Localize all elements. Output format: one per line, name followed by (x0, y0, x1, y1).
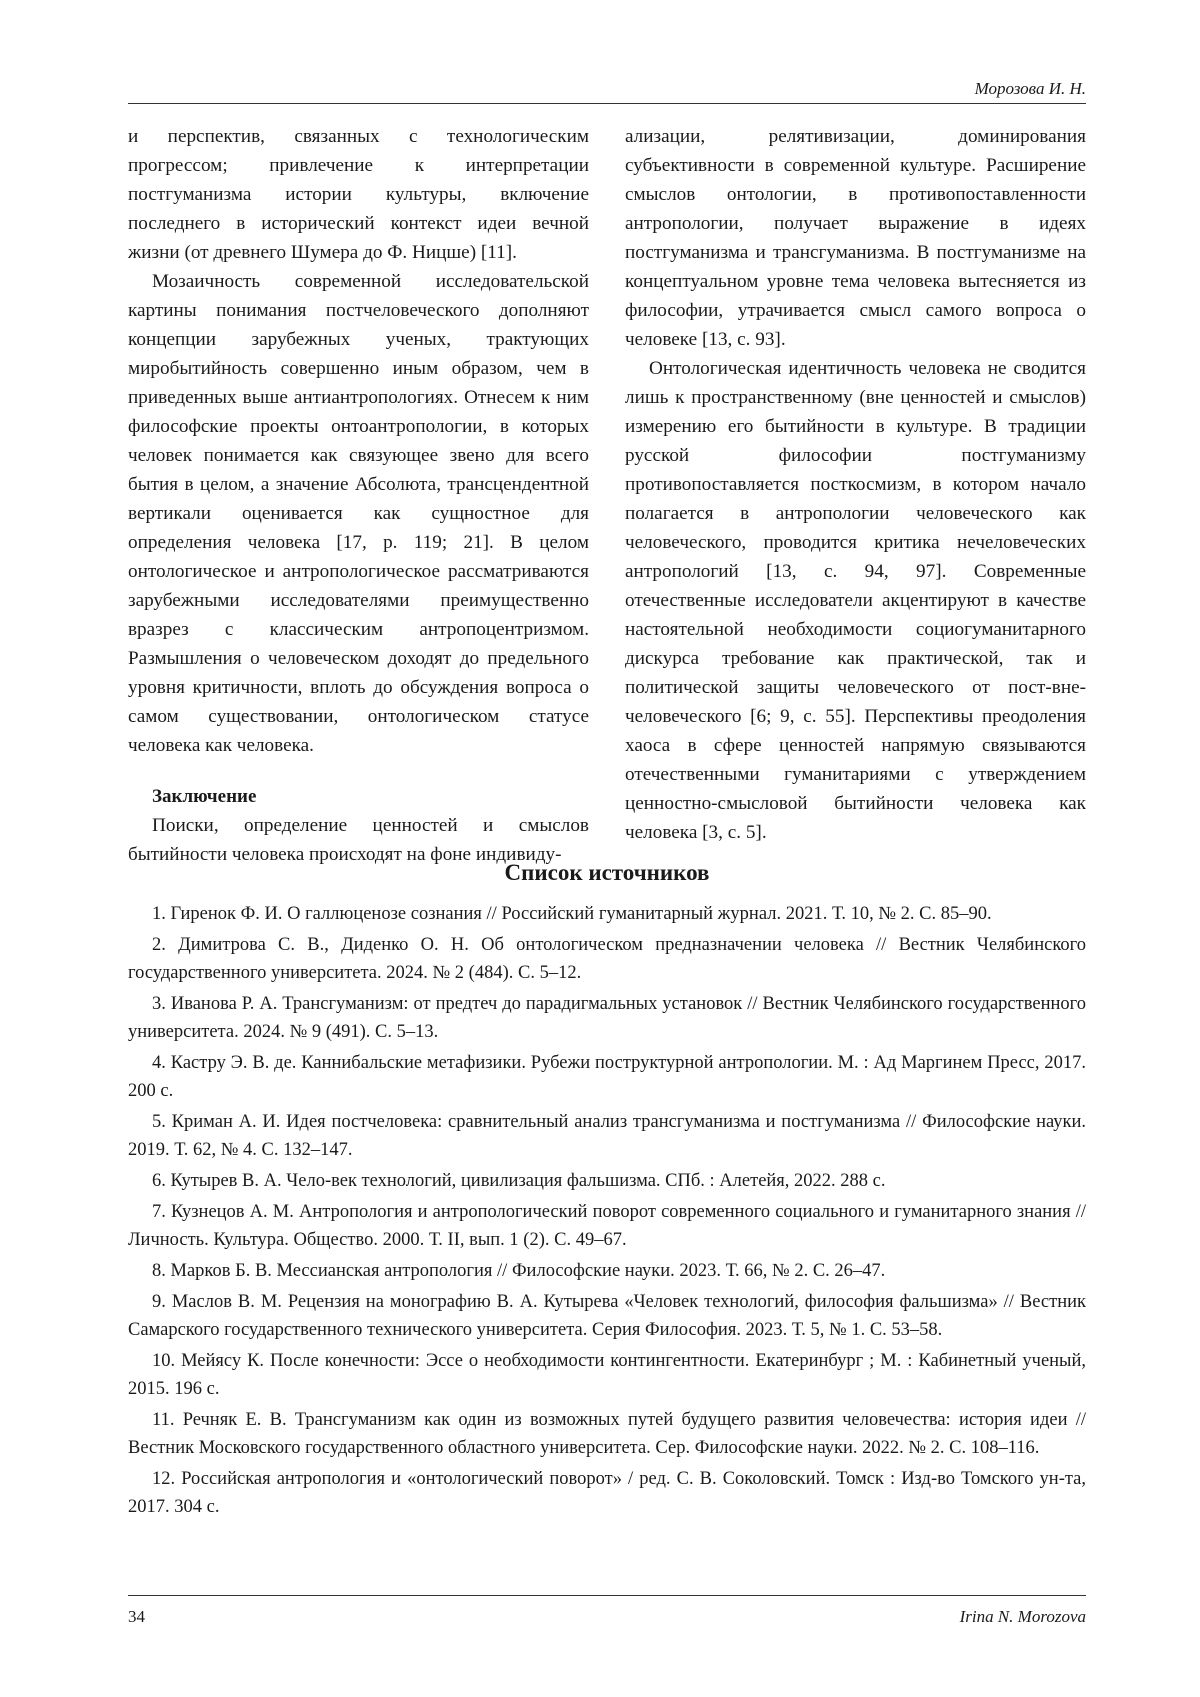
reference-item (128, 1167, 1086, 1195)
reference-number: 3. (152, 994, 166, 1014)
footer-author: Irina N. Morozova (959, 1607, 1086, 1626)
reference-number: 11. (152, 1410, 175, 1430)
running-head: Морозова И. Н. (974, 79, 1086, 98)
body-columns (128, 122, 1086, 865)
reference-text: Мейясу К. После конечности: Эссе о необходимости контингентности. Екатеринбург ; М. : Кабинетный ученый, 2015. 196 с. (128, 1351, 1087, 1399)
reference-text: Гиренок Ф. И. О галлюценозе сознания // Российский гуманитарный журнал. 2021. Т. 10, № 2. С. 85–90. (170, 904, 992, 924)
reference-number: 10. (152, 1351, 176, 1371)
reference-number: 4. (152, 1053, 166, 1073)
reference-text: Марков Б. В. Мессианская антропология // Философские науки. 2023. Т. 66, № 2. С. 26–47. (170, 1261, 886, 1281)
reference-number: 9. (152, 1292, 166, 1312)
reference-item (128, 1108, 1086, 1164)
reference-item (128, 1406, 1086, 1462)
references-list (128, 900, 1086, 1524)
footer-rule (128, 1595, 1086, 1596)
reference-text: Кастру Э. В. де. Каннибальские метафизики. Рубежи поструктурной антропологии. М. : Ад Маргинем Пресс, 2017. 200 с. (128, 1053, 1087, 1101)
reference-text: Димитрова С. В., Диденко О. Н. Об онтологическом предназначении человека // Вестник Челябинского государственного университета. 2024. № 2 (484). С. 5–12. (128, 935, 1087, 983)
header-rule (128, 103, 1086, 104)
reference-text: Иванова Р. А. Трансгуманизм: от предтеч до парадигмальных установок // Вестник Челябинского государственного университета. 2024. № 9 (491). С. 5–13. (128, 994, 1086, 1042)
reference-number: 12. (152, 1469, 176, 1489)
conclusion-heading: Заключение (152, 786, 257, 807)
reference-item (128, 900, 1086, 928)
reference-item (128, 1347, 1086, 1403)
reference-text: Кутырев В. А. Чело-век технологий, цивилизация фальшизма. СПб. : Алетейя, 2022. 288 с. (170, 1171, 886, 1191)
references-title: Список источников (504, 860, 710, 885)
reference-number: 8. (152, 1261, 166, 1281)
reference-text: Российская антропология и «онтологический поворот» / ред. С. В. Соколовский. Томск : Изд-во Томского ун-та, 2017. 304 с. (128, 1469, 1086, 1517)
reference-number: 5. (152, 1112, 166, 1132)
reference-item (128, 1198, 1086, 1254)
right-column (625, 122, 1086, 842)
reference-item (128, 1257, 1086, 1285)
reference-item (128, 1465, 1086, 1521)
conclusion-paragraph: Поиски, определение ценностей и смыслов бытийности человека происходят на фоне индивиду- (128, 815, 589, 865)
reference-item (128, 990, 1086, 1046)
reference-number: 6. (152, 1171, 166, 1191)
reference-text: Маслов В. М. Рецензия на монографию В. А. Кутырева «Человек технологий, философия фальшизма» // Вестник Самарского государственного технического университета. Серия Философия. 2023. Т. 5, № 1. С. 53–58. (128, 1292, 1086, 1340)
reference-number: 7. (152, 1202, 166, 1222)
reference-item (128, 931, 1086, 987)
reference-item (128, 1288, 1086, 1344)
reference-number: 1. (152, 904, 166, 924)
left-column (128, 122, 589, 865)
body-paragraph: и перспектив, связанных с технологическим прогрессом; привлечение к интерпретации постгуманизма истории культуры, включение последнего в исторический контекст идеи вечной жизни (от древнего Шумера до Ф. Ницше) [11]. (128, 126, 589, 263)
reference-text: Речняк Е. В. Трансгуманизм как один из возможных путей будущего развития человечества: история идеи // Вестник Московского государственного областного университета. Сер. Философские науки. 2022. № 2. С. 108–116. (128, 1410, 1086, 1458)
reference-text: Кузнецов А. М. Антропология и антропологический поворот современного социального и гуманитарного знания // Личность. Культура. Общество. 2000. Т. II, вып. 1 (2). С. 49–67. (128, 1202, 1087, 1250)
reference-item (128, 1049, 1086, 1105)
reference-number: 2. (152, 935, 166, 955)
body-paragraph: Мозаичность современной исследовательской картины понимания постчеловеческого дополняют концепции зарубежных ученых, трактующих миробытийность совершенно иным образом, чем в приведенных выше антиантропологиях. Отнесем к ним философские проекты онтоантропологии, в которых человек понимается как связующее звено для всего бытия в целом, а значение Абсолюта, трансцендентной вертикали оценивается как сущностное для определения человека [17, p. 119; 21]. В целом онтологическое и антропологическое рассматриваются зарубежными исследователями преимущественно вразрез с классическим антропоцентризмом. Размышления о человеческом доходят до предельного уровня критичности, вплоть до обсуждения вопроса о самом существовании, онтологическом статусе человека как человека. (128, 271, 589, 756)
body-paragraph: Онтологическая идентичность человека не сводится лишь к пространственному (вне ценностей и смыслов) измерению его бытийности в культуре. В традиции русской философии постгуманизму противопоставляется посткосмизм, в котором начало полагается в антропологии человеческого как человеческого, проводится критика нечеловеческих антропологий [13, с. 94, 97]. Современные отечественные исследователи акцентируют в качестве настоятельной необходимости социогуманитарного дискурса требование как практической, так и политической защиты человеческого от пост-вне-человеческого [6; 9, с. 55]. Перспективы преодоления хаоса в сфере ценностей напрямую связываются отечественными гуманитариями с утверждением ценностно-смысловой бытийности человека как человека [3, с. 5]. (625, 358, 1086, 843)
page-number: 34 (128, 1607, 145, 1626)
body-paragraph: ализации, релятивизации, доминирования субъективности в современной культуре. Расширение смыслов онтологии, в противопоставленности антропологии, получает выражение в идеях постгуманизма и трансгуманизма. В постгуманизме на концептуальном уровне тема человека вытесняется из философии, утрачивается смысл самого вопроса о человеке [13, с. 93]. (625, 126, 1086, 350)
reference-text: Криман А. И. Идея постчеловека: сравнительный анализ трансгуманизма и постгуманизма // Философские науки. 2019. Т. 62, № 4. С. 132–147. (128, 1112, 1087, 1160)
